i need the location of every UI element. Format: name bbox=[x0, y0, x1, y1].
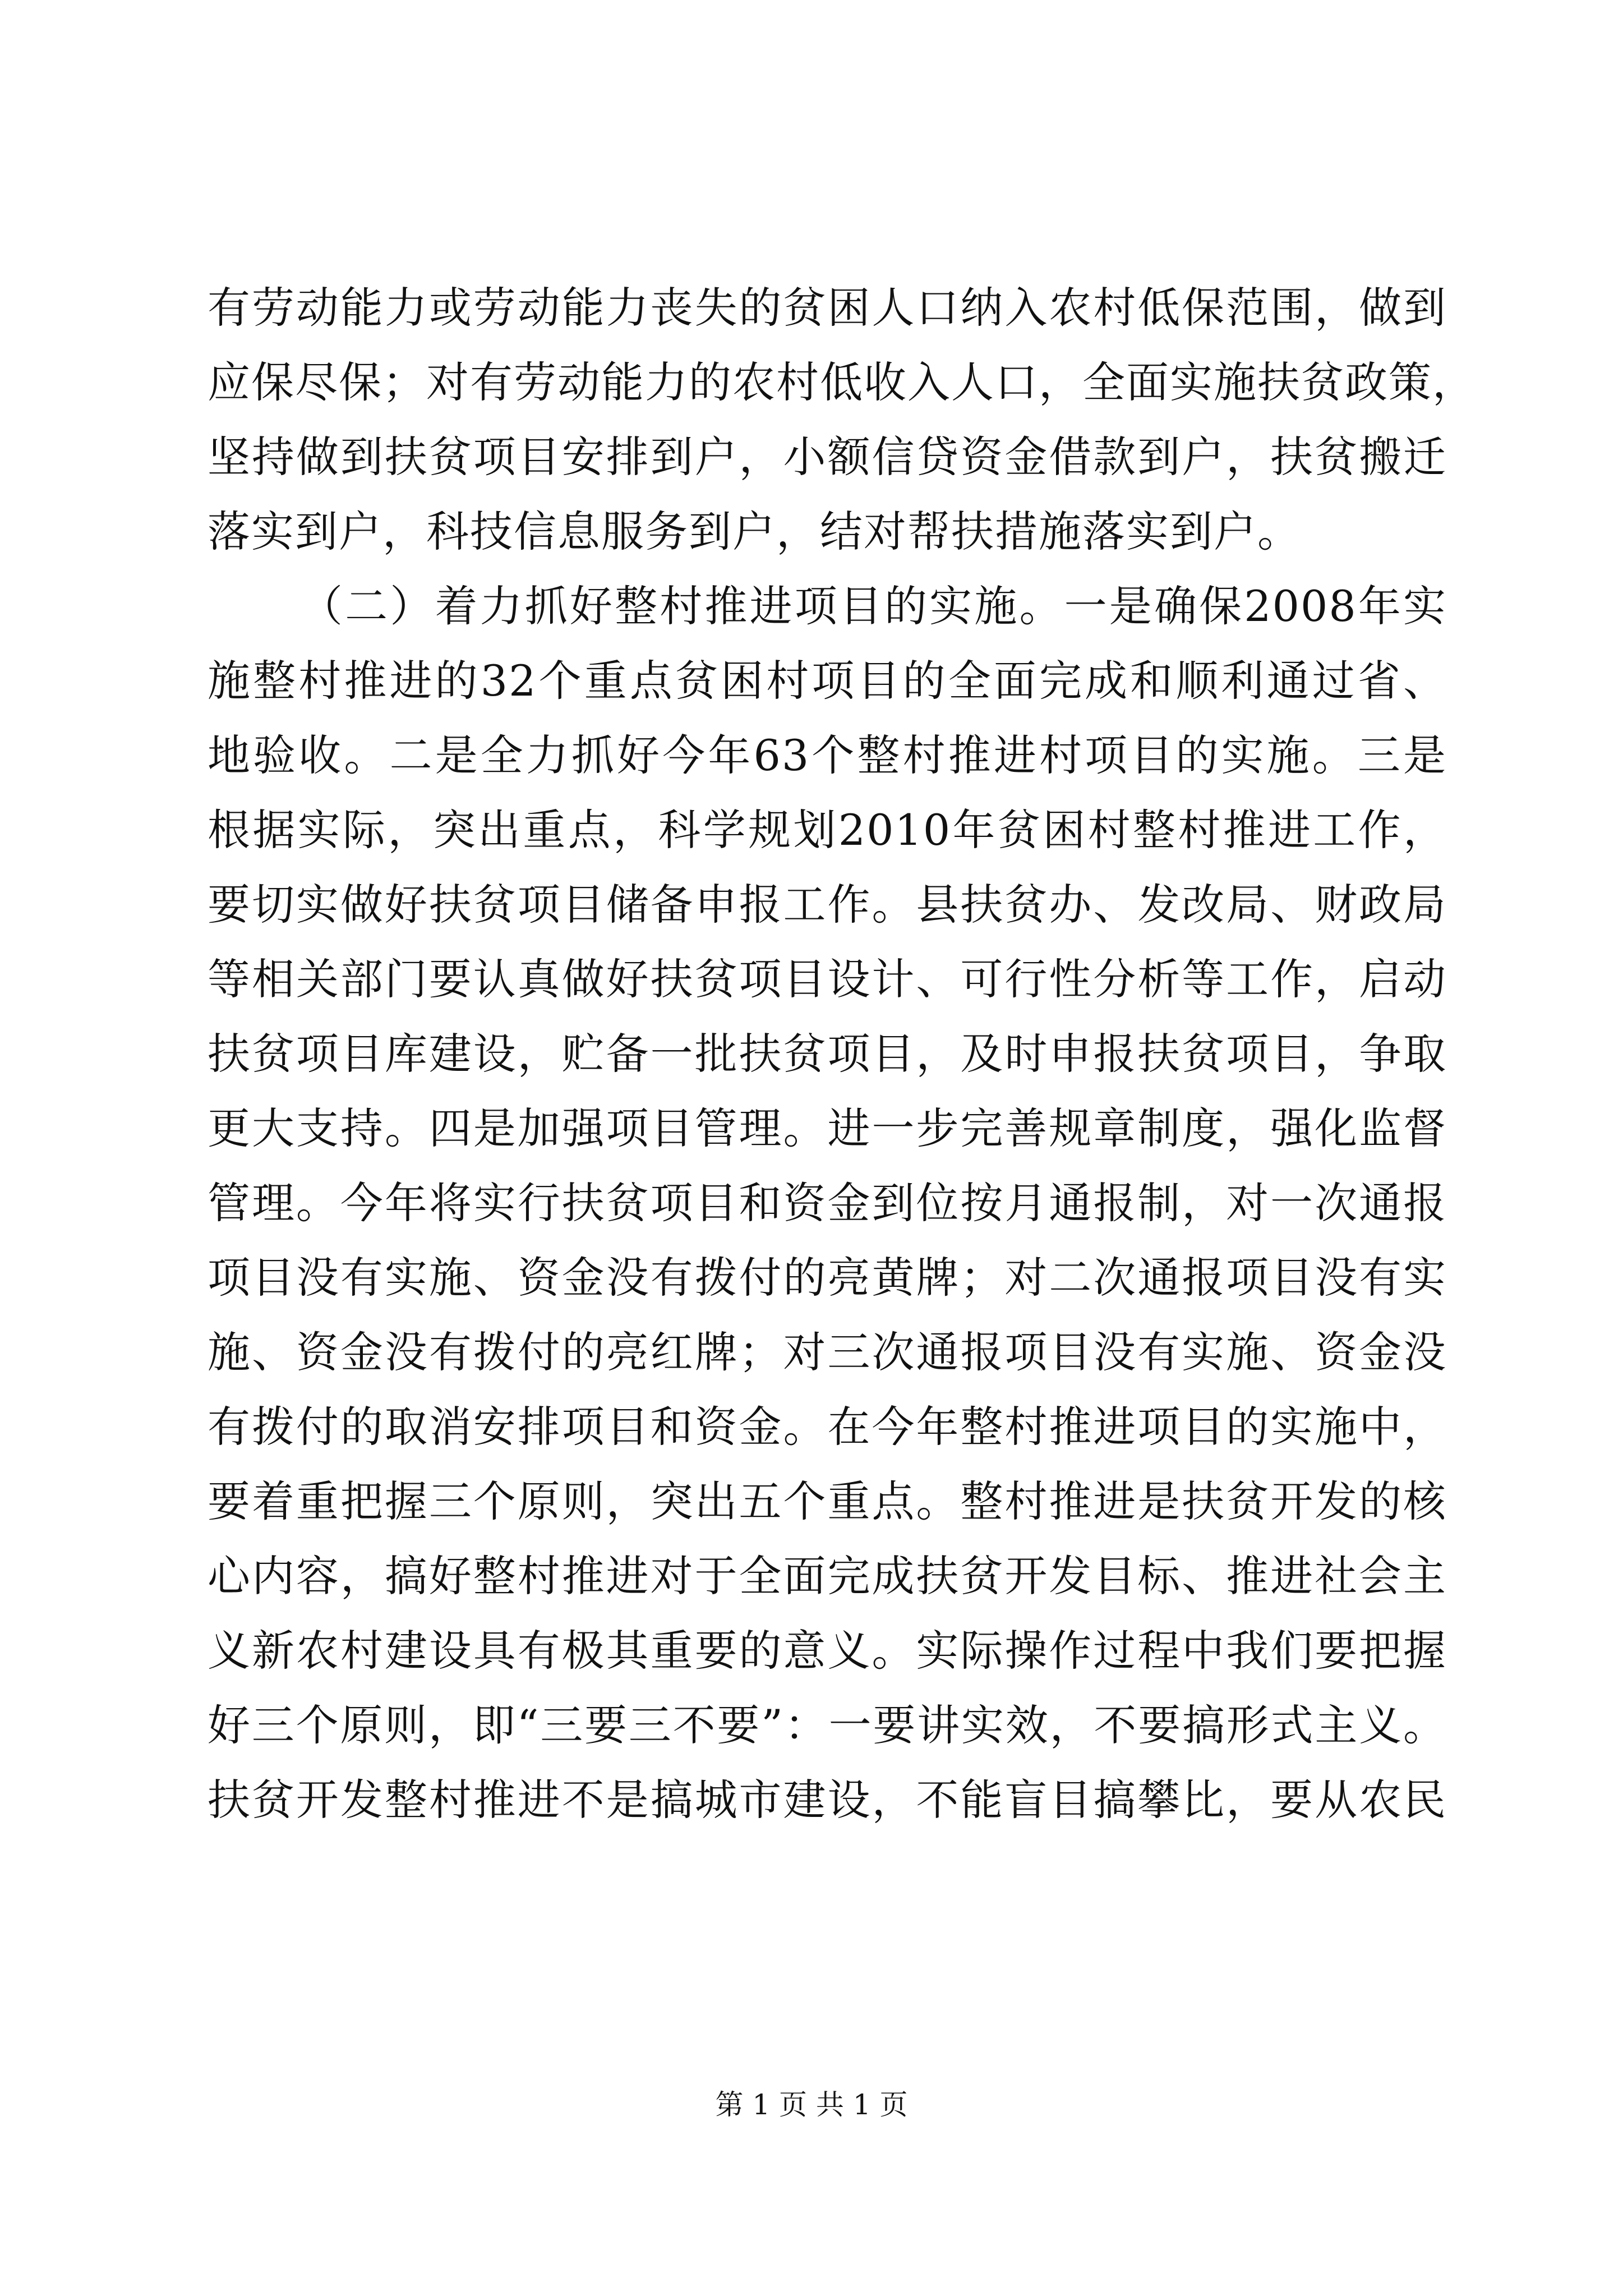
text-line: 有拨付的取消安排项目和资金。在今年整村推进项目的实施中， bbox=[208, 1402, 1447, 1452]
text-line: 要着重把握三个原则，突出五个重点。整村推进是扶贫开发的核 bbox=[208, 1476, 1447, 1526]
text-line: 好三个原则，即“三要三不要”：一要讲实效，不要搞形式主义。 bbox=[208, 1700, 1447, 1750]
text-line: 管理。今年将实行扶贫项目和资金到位按月通报制，对一次通报 bbox=[208, 1178, 1447, 1228]
text-line: 扶贫开发整村推进不是搞城市建设，不能盲目搞攀比，要从农民 bbox=[208, 1775, 1447, 1825]
text-line: 坚持做到扶贫项目安排到户，小额信贷资金借款到户，扶贫搬迁 bbox=[208, 432, 1447, 482]
text-line: 更大支持。四是加强项目管理。进一步完善规章制度，强化监督 bbox=[208, 1103, 1447, 1153]
text-line: 落实到户，科技信息服务到户，结对帮扶措施落实到户。 bbox=[208, 507, 1301, 556]
text-line: 心内容，搞好整村推进对于全面完成扶贫开发目标、推进社会主 bbox=[208, 1551, 1447, 1601]
text-line: 义新农村建设具有极其重要的意义。实际操作过程中我们要把握 bbox=[208, 1626, 1447, 1676]
text-line: 地验收。二是全力抓好今年63个整村推进村项目的实施。三是 bbox=[208, 730, 1447, 780]
text-line: 要切实做好扶贫项目储备申报工作。县扶贫办、发改局、财政局 bbox=[208, 880, 1447, 930]
text-line: 根据实际，突出重点，科学规划2010年贫困村整村推进工作， bbox=[208, 805, 1447, 855]
section-heading-line: （二）着力抓好整村推进项目的实施。一是确保2008年实 bbox=[300, 581, 1447, 631]
body-text bbox=[208, 270, 1476, 1837]
text-line: 施整村推进的32个重点贫困村项目的全面完成和顺利通过省、 bbox=[208, 656, 1447, 706]
text-line: 有劳动能力或劳动能力丧失的贫困人口纳入农村低保范围，做到 bbox=[208, 283, 1447, 333]
text-line: 施、资金没有拨付的亮红牌；对三次通报项目没有实施、资金没 bbox=[208, 1327, 1447, 1377]
text-line: 等相关部门要认真做好扶贫项目设计、可行性分析等工作，启动 bbox=[208, 954, 1447, 1004]
page-number-footer: 第 1 页 共 1 页 bbox=[715, 2088, 908, 2121]
text-line: 扶贫项目库建设，贮备一批扶贫项目，及时申报扶贫项目，争取 bbox=[208, 1029, 1447, 1079]
text-line: 应保尽保；对有劳动能力的农村低收入人口，全面实施扶贫政策， bbox=[208, 357, 1476, 407]
text-line: 项目没有实施、资金没有拨付的亮黄牌；对二次通报项目没有实 bbox=[208, 1253, 1447, 1303]
